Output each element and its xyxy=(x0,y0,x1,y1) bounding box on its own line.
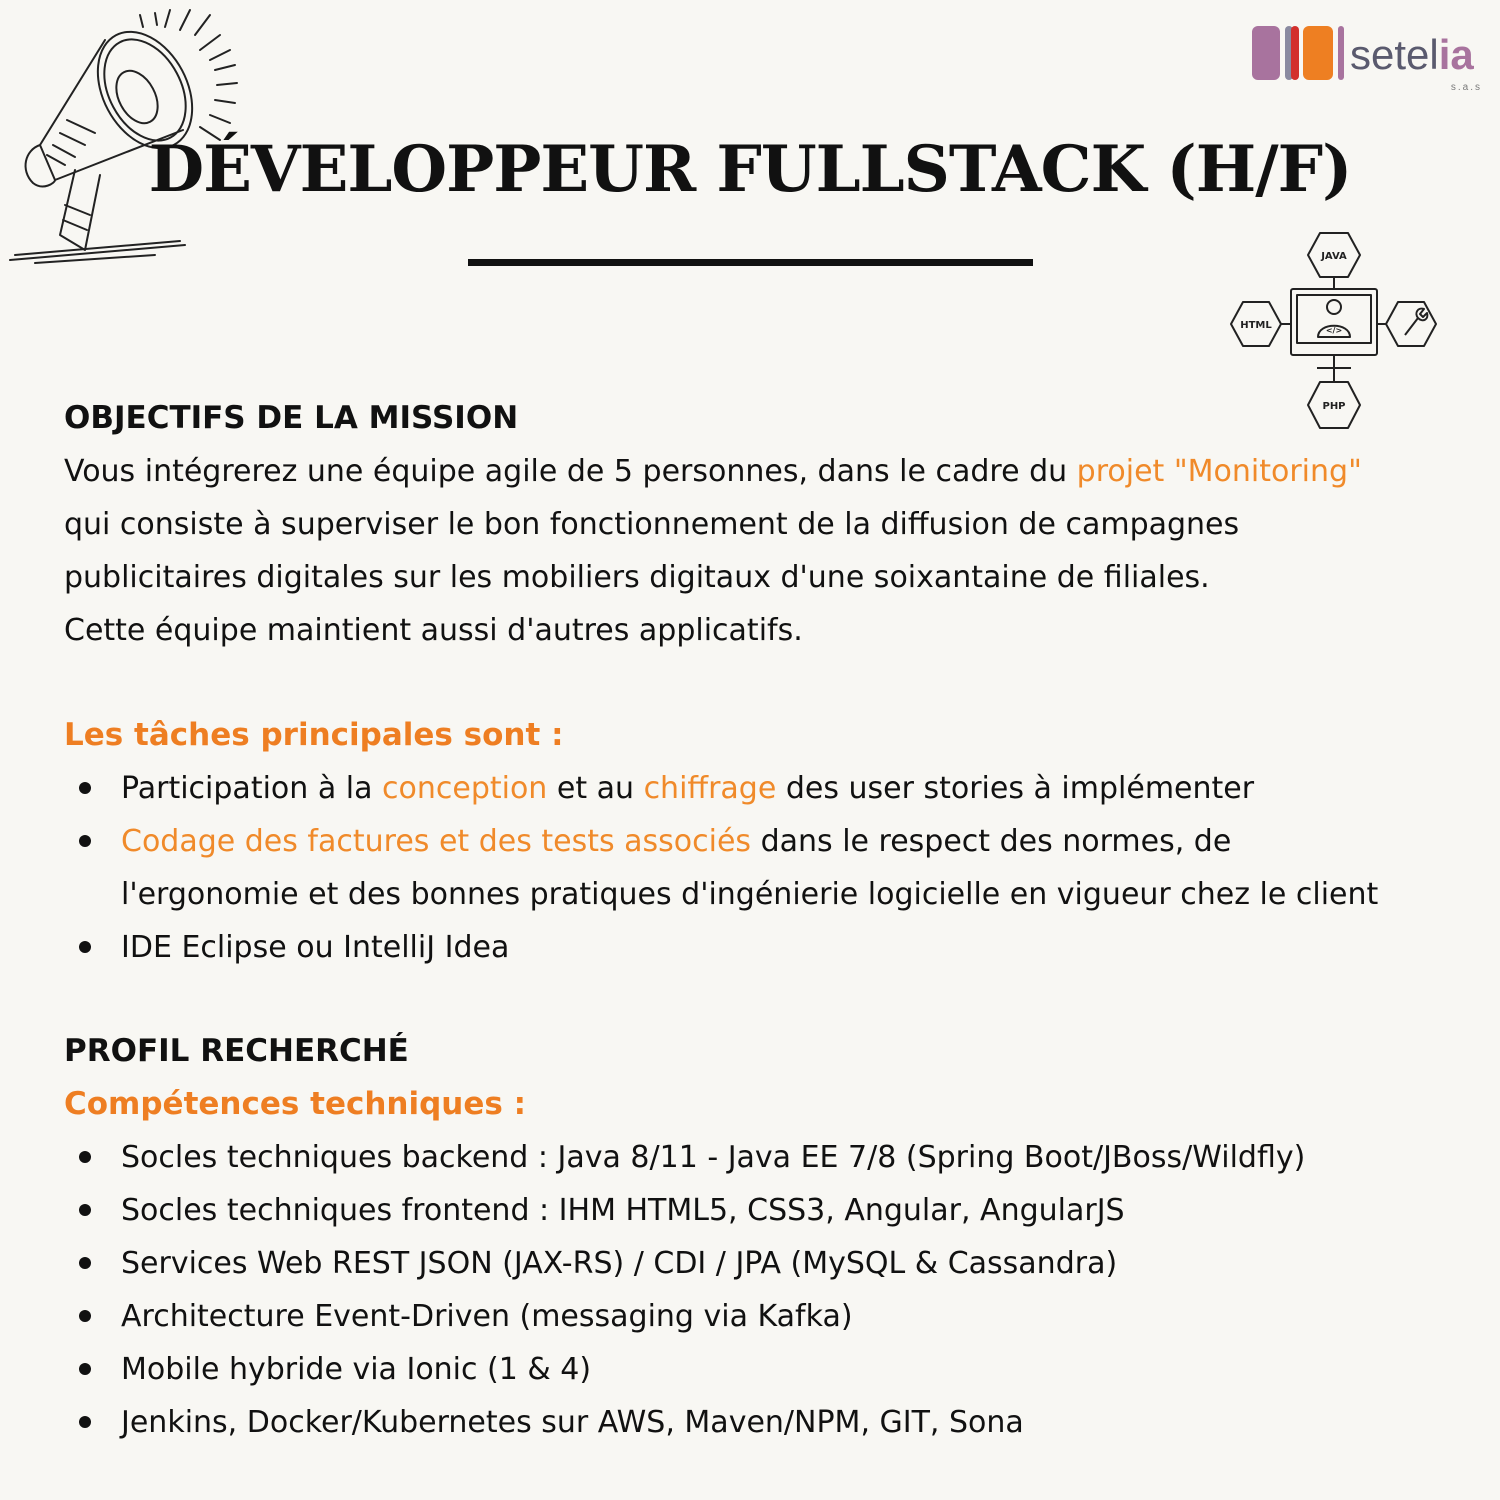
list-item: Architecture Event-Driven (messaging via Kafka) xyxy=(64,1290,1484,1343)
html-label: HTML xyxy=(1240,320,1272,331)
codage-highlight: Codage des factures et des tests associés xyxy=(121,824,752,859)
logo-bar-purple xyxy=(1252,26,1280,80)
mission-line-1: Vous intégrerez une équipe agile de 5 personnes, dans le cadre du projet "Monitoring" xyxy=(64,454,1362,489)
skills-heading: Compétences techniques : xyxy=(64,1086,527,1122)
list-item: IDE Eclipse ou IntelliJ Idea xyxy=(64,921,1484,974)
profile-heading: PROFIL RECHERCHÉ xyxy=(64,1033,409,1069)
code-label: </> xyxy=(1325,326,1343,335)
bullet-icon xyxy=(79,782,91,794)
title-underline xyxy=(468,259,1033,266)
mission-section xyxy=(64,392,1464,657)
mission-heading: OBJECTIFS DE LA MISSION xyxy=(64,400,519,436)
java-label: JAVA xyxy=(1321,251,1347,262)
logo-suffix: s.a.s xyxy=(1450,82,1482,93)
company-logo xyxy=(1250,22,1490,96)
list-item: Services Web REST JSON (JAX-RS) / CDI / JPA (MySQL & Cassandra) xyxy=(64,1237,1484,1290)
bullet-icon xyxy=(79,1204,91,1216)
php-label: PHP xyxy=(1322,401,1346,412)
logo-wordmark: setelia xyxy=(1350,31,1474,78)
bullet-icon xyxy=(79,1416,91,1428)
list-item-continuation: l'ergonomie et des bonnes pratiques d'ingénierie logicielle en vigueur chez le client xyxy=(121,877,1379,912)
conception-highlight: conception xyxy=(382,771,548,806)
bullet-icon xyxy=(79,1257,91,1269)
list-item: Socles techniques backend : Java 8/11 - Java EE 7/8 (Spring Boot/JBoss/Wildfly) xyxy=(64,1131,1484,1184)
wrench-hexagon xyxy=(1386,302,1436,346)
bullet-icon xyxy=(79,1363,91,1375)
monitor-icon xyxy=(1291,289,1377,355)
user-icon xyxy=(1327,300,1341,314)
skills-list xyxy=(64,1131,1484,1449)
bullet-icon xyxy=(79,1310,91,1322)
mission-line-4: Cette équipe maintient aussi d'autres applicatifs. xyxy=(64,613,803,648)
bullet-icon xyxy=(79,1151,91,1163)
chiffrage-highlight: chiffrage xyxy=(643,771,777,806)
logo-bar-red xyxy=(1291,26,1299,80)
tasks-list xyxy=(64,762,1484,974)
list-item: Mobile hybride via Ionic (1 & 4) xyxy=(64,1343,1484,1396)
page-title: DÉVELOPPEUR FULLSTACK (H/F) xyxy=(148,132,1352,207)
bullet-icon xyxy=(79,941,91,953)
mission-line-3: publicitaires digitales sur les mobiliers digitaux d'une soixantaine de filiales. xyxy=(64,560,1210,595)
list-item: Participation à la conception et au chiffrage des user stories à implémenter xyxy=(64,762,1484,815)
list-item: Codage des factures et des tests associés dans le respect des normes, de l'ergonomie et des bonnes pratiques d'ingénierie logicielle en vigueur chez le client xyxy=(64,815,1484,921)
tasks-heading: Les tâches principales sont : xyxy=(64,717,564,753)
logo-bar-orange xyxy=(1303,26,1333,80)
logo-bar-purple-thin xyxy=(1338,26,1344,80)
mission-line-2: qui consiste à superviser le bon fonctionnement de la diffusion de campagnes xyxy=(64,507,1240,542)
wrench-icon xyxy=(1405,309,1427,335)
bullet-icon xyxy=(79,835,91,847)
monitoring-highlight: projet "Monitoring" xyxy=(1076,454,1362,489)
list-item: Jenkins, Docker/Kubernetes sur AWS, Maven/NPM, GIT, Sona xyxy=(64,1396,1484,1449)
list-item: Socles techniques frontend : IHM HTML5, CSS3, Angular, AngularJS xyxy=(64,1184,1484,1237)
